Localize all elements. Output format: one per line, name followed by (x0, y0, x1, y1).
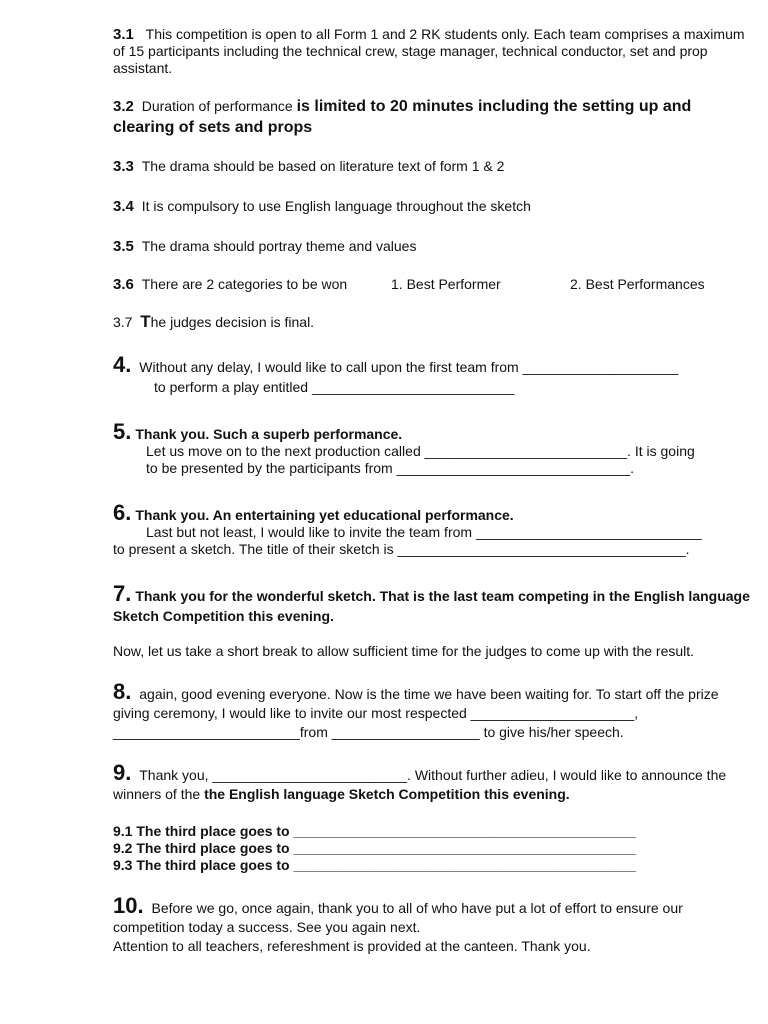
item-number: 3.2 (113, 98, 134, 115)
item-number: 3.6 (113, 276, 134, 293)
place-line: 9.2 The third place goes to ____________________________________________ (113, 840, 637, 856)
item-text: This competition is open to all Form 1 and 2 RK students only. Each team comprises a maximum of 15 participants including the technical crew, stage manager, technical conductor, set and prop assistant. (113, 26, 745, 76)
item-5 (113, 419, 753, 477)
drop-cap: T (140, 312, 151, 331)
item-7 (113, 581, 753, 626)
item-number: 3.4 (113, 198, 134, 215)
item-text: The drama should portray theme and values (141, 238, 417, 254)
item-text: to be presented by the participants from ______________________________. (146, 460, 635, 476)
item-text: Attention to all teachers, refereshment is provided at the canteen. Thank you. (113, 938, 591, 954)
places-list (113, 823, 753, 874)
item-7-paragraph (113, 643, 753, 660)
item-text-emphasis: is limited to 20 minutes including the setting up and clearing of sets and props (113, 98, 692, 136)
item-8 (113, 679, 753, 742)
item-text: There are 2 categories to be won (141, 276, 348, 292)
item-number: 10. (113, 893, 144, 918)
category-1: 1. Best Performer (391, 276, 501, 292)
item-3-7 (113, 313, 753, 331)
item-number: 7. (113, 581, 132, 606)
item-text: It is compulsory to use English language throughout the sketch (141, 198, 531, 214)
item-number: 3.7 (113, 314, 133, 330)
item-heading: Thank you for the wonderful sketch. That is the last team competing in the English language Sketch Competition this evening. (113, 588, 750, 624)
item-text: Now, let us take a short break to allow sufficient time for the judges to come up with the result. (113, 643, 695, 659)
item-3-1 (113, 26, 753, 77)
item-3-3 (113, 158, 753, 175)
item-text: to present a sketch. The title of their sketch is _____________________________________. (113, 541, 690, 557)
item-text-emphasis: the English language Sketch Competition this evening. (204, 786, 570, 802)
item-6 (113, 500, 753, 558)
item-number: 5. (113, 419, 132, 444)
item-text: The drama should be based on literature text of form 1 & 2 (141, 158, 505, 174)
place-line: 9.1 The third place goes to ____________________________________________ (113, 823, 637, 839)
item-text: he judges decision is final. (150, 314, 315, 330)
item-text: Thank you, _________________________. Without further adieu, I would like to announce the winners of the (113, 767, 727, 802)
item-text: Duration of performance (141, 98, 293, 114)
item-heading: Thank you. An entertaining yet educational performance. (135, 507, 514, 523)
item-3-6 (113, 276, 753, 293)
item-text: to perform a play entitled __________________________ (154, 379, 515, 395)
item-3-4 (113, 198, 753, 215)
item-number: 8. (113, 679, 132, 704)
item-9 (113, 760, 753, 804)
item-number: 3.1 (113, 26, 134, 43)
item-4 (113, 352, 753, 396)
category-2: 2. Best Performances (570, 276, 705, 292)
item-number: 3.5 (113, 238, 134, 255)
item-text: Before we go, once again, thank you to all of who have put a lot of effort to ensure our competition today a success. See you again next. (113, 900, 683, 935)
item-text: Let us move on to the next production called __________________________. It is going (146, 443, 695, 459)
place-line: 9.3 The third place goes to ____________________________________________ (113, 857, 637, 873)
item-text: Last but not least, I would like to invite the team from _____________________________ (146, 524, 702, 540)
item-text: Without any delay, I would like to call upon the first team from ____________________ (139, 359, 679, 375)
item-text: again, good evening everyone. Now is the time we have been waiting for. To start off the prize giving ceremony, I would like to invite our most respected _____________________, ________________________from ___________________ to give his/her speech. (113, 686, 719, 740)
item-number: 3.3 (113, 158, 134, 175)
item-3-2 (113, 96, 753, 138)
item-number: 6. (113, 500, 132, 525)
item-10 (113, 893, 753, 956)
item-number: 4. (113, 352, 132, 377)
item-3-5 (113, 238, 753, 255)
item-number: 9. (113, 760, 132, 785)
item-heading: Thank you. Such a superb performance. (135, 426, 403, 442)
